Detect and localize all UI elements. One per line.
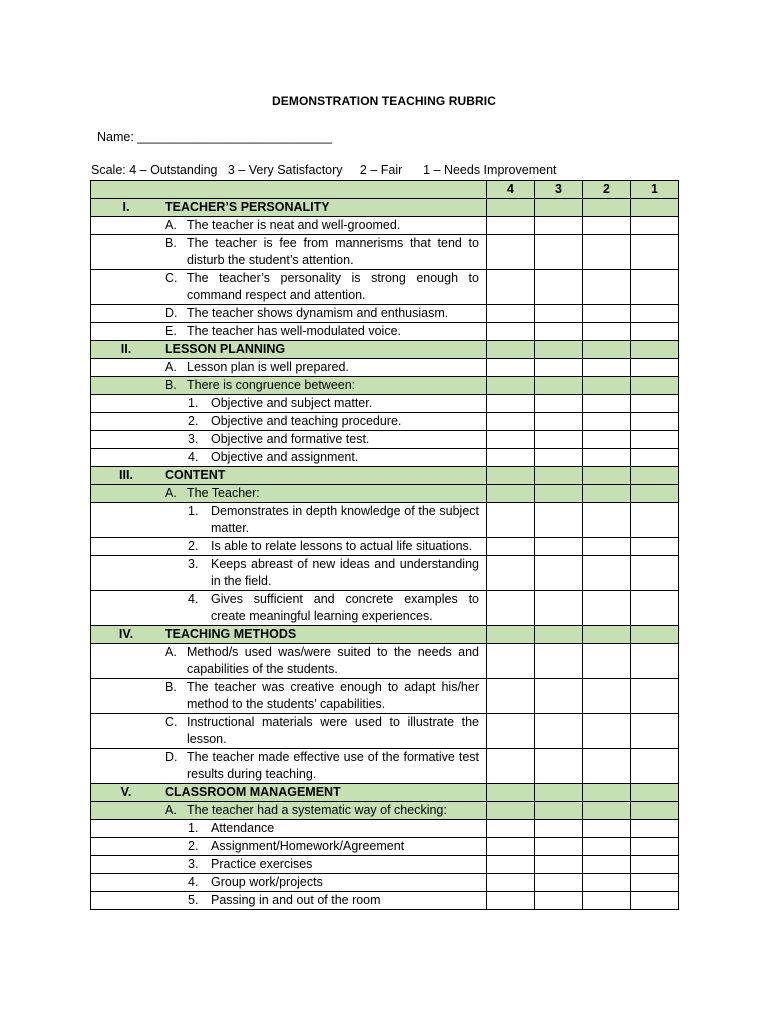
criterion: [188, 395, 479, 412]
section-header-cell: [91, 467, 487, 485]
score-cell[interactable]: [583, 413, 631, 431]
criterion-marker: D.: [165, 750, 178, 764]
criterion-text: There is congruence between:: [187, 378, 356, 392]
score-cell[interactable]: [583, 395, 631, 413]
criterion-cell: [91, 359, 487, 377]
criterion-cell: [91, 749, 487, 784]
criterion-marker: 2.: [188, 839, 199, 853]
score-cell[interactable]: [583, 749, 631, 784]
rubric-subitem-row: [91, 874, 679, 892]
rubric-subitem-row: [91, 503, 679, 538]
score-cell[interactable]: [535, 838, 583, 856]
criterion: [188, 874, 479, 891]
score-cell[interactable]: [535, 485, 583, 503]
score-cell[interactable]: [631, 784, 679, 802]
score-cell[interactable]: [487, 538, 535, 556]
criterion-cell: [91, 874, 487, 892]
criterion-marker: 1.: [188, 396, 199, 410]
rubric-subitem-row: [91, 431, 679, 449]
score-cell[interactable]: [535, 802, 583, 820]
criterion-cell: [91, 644, 487, 679]
criterion: [188, 503, 479, 537]
score-cell[interactable]: [631, 838, 679, 856]
criterion-text: Objective and assignment.: [211, 450, 359, 464]
criterion-text: Lesson plan is well prepared.: [187, 360, 349, 374]
section-numeral: V.: [120, 785, 132, 799]
score-cell[interactable]: [583, 644, 631, 679]
score-cell[interactable]: [487, 377, 535, 395]
score-cell[interactable]: [631, 874, 679, 892]
criterion: [165, 749, 479, 783]
section-title: TEACHING METHODS: [165, 627, 297, 641]
criterion-cell: [91, 485, 487, 503]
criterion-marker: 4.: [188, 875, 199, 889]
score-cell[interactable]: [487, 856, 535, 874]
score-cell[interactable]: [583, 626, 631, 644]
score-cell[interactable]: [487, 359, 535, 377]
score-cell[interactable]: [535, 395, 583, 413]
score-cell[interactable]: [535, 270, 583, 305]
criterion-text: Attendance: [211, 821, 275, 835]
rubric-item-row: [91, 679, 679, 714]
score-cell[interactable]: [583, 377, 631, 395]
rubric-subitem-row: [91, 820, 679, 838]
score-cell[interactable]: [631, 323, 679, 341]
criterion-cell: [91, 892, 487, 910]
rubric-item-row: [91, 802, 679, 820]
score-cell[interactable]: [487, 714, 535, 749]
score-cell[interactable]: [535, 359, 583, 377]
section-header-cell: [91, 784, 487, 802]
criterion-cell: [91, 591, 487, 626]
criterion: [188, 538, 479, 555]
score-cell[interactable]: [487, 395, 535, 413]
score-header-2: 2: [583, 181, 631, 199]
score-cell[interactable]: [535, 556, 583, 591]
score-header-row: [91, 181, 679, 199]
criterion: [188, 820, 479, 837]
criterion: [188, 856, 479, 873]
score-cell[interactable]: [583, 199, 631, 217]
section-numeral: IV.: [118, 627, 134, 641]
score-cell[interactable]: [631, 485, 679, 503]
section-header-cell: [91, 199, 487, 217]
criterion-text: The teacher is fee from mannerisms that tend to disturb the student’s attention.: [187, 236, 479, 267]
criterion-cell: [91, 820, 487, 838]
score-cell[interactable]: [535, 199, 583, 217]
criterion-text: Method/s used was/were suited to the needs and capabilities of the students.: [187, 645, 479, 676]
criterion-marker: A.: [165, 645, 177, 659]
criterion-cell: [91, 679, 487, 714]
score-cell[interactable]: [535, 784, 583, 802]
criterion-text: Assignment/Homework/Agreement: [211, 839, 405, 853]
score-cell[interactable]: [487, 467, 535, 485]
score-cell[interactable]: [487, 413, 535, 431]
criterion-text: Demonstrates in depth knowledge of the subject matter.: [211, 504, 479, 535]
score-cell[interactable]: [631, 449, 679, 467]
score-cell[interactable]: [583, 341, 631, 359]
criterion-marker: B.: [165, 236, 177, 250]
score-cell[interactable]: [631, 892, 679, 910]
criterion: [165, 323, 479, 340]
criterion: [165, 679, 479, 713]
score-cell[interactable]: [631, 235, 679, 270]
rubric-subitem-row: [91, 591, 679, 626]
score-cell[interactable]: [487, 556, 535, 591]
score-cell[interactable]: [583, 784, 631, 802]
criterion-text: The Teacher:: [187, 486, 260, 500]
criterion-text: Is able to relate lessons to actual life situations.: [211, 539, 473, 553]
score-cell[interactable]: [487, 431, 535, 449]
criterion-text: Keeps abreast of new ideas and understanding in the field.: [211, 557, 479, 588]
criterion-marker: E.: [165, 324, 177, 338]
score-cell[interactable]: [487, 270, 535, 305]
criterion: [188, 413, 479, 430]
criterion: [165, 305, 479, 322]
rubric-table: [90, 180, 679, 910]
criterion-cell: [91, 235, 487, 270]
section-header-row: [91, 341, 679, 359]
rubric-item-row: [91, 485, 679, 503]
rubric-subitem-row: [91, 395, 679, 413]
score-cell[interactable]: [583, 802, 631, 820]
criterion-marker: A.: [165, 486, 177, 500]
score-cell[interactable]: [631, 431, 679, 449]
score-cell[interactable]: [583, 874, 631, 892]
score-cell[interactable]: [631, 341, 679, 359]
score-cell[interactable]: [631, 679, 679, 714]
score-cell[interactable]: [631, 377, 679, 395]
criterion-text: Passing in and out of the room: [211, 893, 381, 907]
criterion: [188, 892, 479, 909]
score-cell[interactable]: [535, 591, 583, 626]
section-header-cell: [91, 341, 487, 359]
criterion-text: Group work/projects: [211, 875, 323, 889]
score-cell[interactable]: [631, 395, 679, 413]
score-cell[interactable]: [487, 591, 535, 626]
criterion: [165, 359, 479, 376]
criterion-text: The teacher made effective use of the formative test results during teaching.: [187, 750, 479, 781]
section-header-row: [91, 784, 679, 802]
score-cell[interactable]: [535, 856, 583, 874]
score-cell[interactable]: [583, 714, 631, 749]
score-cell[interactable]: [487, 341, 535, 359]
rubric-item-row: [91, 714, 679, 749]
criterion-cell: [91, 714, 487, 749]
criterion-cell: [91, 395, 487, 413]
criterion-cell: [91, 377, 487, 395]
score-cell[interactable]: [631, 749, 679, 784]
score-header-3: 3: [535, 181, 583, 199]
criterion: [165, 714, 479, 748]
score-cell[interactable]: [631, 714, 679, 749]
criterion: [165, 644, 479, 678]
rubric-item-row: [91, 749, 679, 784]
criterion-text: The teacher shows dynamism and enthusiasm.: [187, 306, 449, 320]
criterion-cell: [91, 305, 487, 323]
criterion: [188, 838, 479, 855]
score-cell[interactable]: [535, 217, 583, 235]
scale-legend: Scale: 4 – Outstanding 3 – Very Satisfactory 2 – Fair 1 – Needs Improvement: [91, 163, 557, 177]
score-cell[interactable]: [631, 359, 679, 377]
rubric-item-row: [91, 644, 679, 679]
criterion-marker: 3.: [188, 432, 199, 446]
score-cell[interactable]: [487, 874, 535, 892]
score-cell[interactable]: [487, 485, 535, 503]
section-header-row: [91, 626, 679, 644]
name-field-label: Name: ____________________________: [97, 130, 332, 144]
criterion-cell: [91, 802, 487, 820]
section-title: LESSON PLANNING: [165, 342, 286, 356]
criterion-marker: D.: [165, 306, 178, 320]
score-cell[interactable]: [535, 892, 583, 910]
criterion-text: Objective and subject matter.: [211, 396, 373, 410]
criteria-header-cell: [91, 181, 487, 199]
section-title: CLASSROOM MANAGEMENT: [165, 785, 341, 799]
score-cell[interactable]: [535, 305, 583, 323]
score-cell[interactable]: [631, 556, 679, 591]
score-cell[interactable]: [487, 820, 535, 838]
criterion-marker: 1.: [188, 504, 199, 518]
document-title: DEMONSTRATION TEACHING RUBRIC: [271, 94, 496, 108]
score-cell[interactable]: [583, 359, 631, 377]
rubric-subitem-row: [91, 413, 679, 431]
rubric-item-row: [91, 377, 679, 395]
criterion-text: The teacher was creative enough to adapt his/her method to the students’ capabilities.: [187, 680, 479, 711]
score-cell[interactable]: [583, 305, 631, 323]
score-cell[interactable]: [487, 892, 535, 910]
score-cell[interactable]: [631, 199, 679, 217]
criterion-cell: [91, 413, 487, 431]
score-cell[interactable]: [535, 377, 583, 395]
rubric-item-row: [91, 359, 679, 377]
score-cell[interactable]: [487, 644, 535, 679]
criterion-marker: B.: [165, 378, 177, 392]
score-cell[interactable]: [487, 305, 535, 323]
criterion-cell: [91, 217, 487, 235]
score-cell[interactable]: [583, 538, 631, 556]
criterion-marker: 2.: [188, 414, 199, 428]
score-cell[interactable]: [535, 626, 583, 644]
criterion-marker: B.: [165, 680, 177, 694]
criterion: [165, 217, 479, 234]
score-cell[interactable]: [583, 503, 631, 538]
score-cell[interactable]: [487, 235, 535, 270]
score-cell[interactable]: [535, 341, 583, 359]
rubric-subitem-row: [91, 556, 679, 591]
score-header-1: 1: [631, 181, 679, 199]
score-cell[interactable]: [535, 235, 583, 270]
rubric-subitem-row: [91, 538, 679, 556]
criterion-marker: 3.: [188, 557, 199, 571]
score-cell[interactable]: [583, 856, 631, 874]
section-numeral: I.: [122, 200, 130, 214]
score-cell[interactable]: [535, 679, 583, 714]
score-cell[interactable]: [535, 820, 583, 838]
criterion-text: The teacher is neat and well-groomed.: [187, 218, 401, 232]
criterion-cell: [91, 431, 487, 449]
score-cell[interactable]: [631, 538, 679, 556]
criterion-text: The teacher’s personality is strong enough to command respect and attention.: [187, 271, 479, 302]
rubric-item-row: [91, 270, 679, 305]
score-cell[interactable]: [487, 626, 535, 644]
score-cell[interactable]: [631, 856, 679, 874]
score-cell[interactable]: [583, 217, 631, 235]
section-numeral: III.: [119, 468, 133, 482]
criterion-marker: C.: [165, 715, 178, 729]
criterion-marker: 2.: [188, 539, 199, 553]
score-cell[interactable]: [583, 323, 631, 341]
score-cell[interactable]: [487, 802, 535, 820]
section-header-cell: [91, 626, 487, 644]
criterion-marker: A.: [165, 218, 177, 232]
criterion-cell: [91, 449, 487, 467]
score-cell[interactable]: [631, 503, 679, 538]
criterion-marker: A.: [165, 803, 177, 817]
criterion-text: The teacher has well-modulated voice.: [187, 324, 402, 338]
score-cell[interactable]: [583, 591, 631, 626]
criterion-text: Objective and formative test.: [211, 432, 370, 446]
criterion-cell: [91, 556, 487, 591]
score-cell[interactable]: [535, 431, 583, 449]
score-cell[interactable]: [535, 749, 583, 784]
score-cell[interactable]: [487, 679, 535, 714]
section-header-row: [91, 467, 679, 485]
section-title: CONTENT: [165, 468, 226, 482]
section-numeral: II.: [120, 342, 132, 356]
rubric-item-row: [91, 235, 679, 270]
score-cell[interactable]: [583, 556, 631, 591]
criterion: [165, 270, 479, 304]
rubric-subitem-row: [91, 856, 679, 874]
criterion-marker: C.: [165, 271, 178, 285]
criterion-marker: 4.: [188, 592, 199, 606]
criterion: [165, 377, 479, 394]
score-cell[interactable]: [487, 838, 535, 856]
criterion-text: Gives sufficient and concrete examples to create meaningful learning experiences.: [211, 592, 479, 623]
criterion-text: Objective and teaching procedure.: [211, 414, 402, 428]
criterion: [165, 235, 479, 269]
criterion-marker: A.: [165, 360, 177, 374]
criterion-cell: [91, 270, 487, 305]
criterion-text: Practice exercises: [211, 857, 313, 871]
score-cell[interactable]: [535, 503, 583, 538]
score-cell[interactable]: [631, 305, 679, 323]
criterion: [188, 449, 479, 466]
rubric-subitem-row: [91, 838, 679, 856]
score-cell[interactable]: [487, 199, 535, 217]
score-cell[interactable]: [583, 820, 631, 838]
score-cell[interactable]: [631, 467, 679, 485]
score-header-4: 4: [487, 181, 535, 199]
criterion-marker: 1.: [188, 821, 199, 835]
score-cell[interactable]: [487, 784, 535, 802]
criterion: [165, 485, 479, 502]
criterion: [188, 431, 479, 448]
criterion-cell: [91, 538, 487, 556]
rubric-item-row: [91, 305, 679, 323]
criterion-cell: [91, 503, 487, 538]
score-cell[interactable]: [631, 626, 679, 644]
rubric-subitem-row: [91, 449, 679, 467]
score-cell[interactable]: [583, 467, 631, 485]
score-cell[interactable]: [583, 431, 631, 449]
score-cell[interactable]: [535, 644, 583, 679]
section-title: TEACHER’S PERSONALITY: [165, 200, 330, 214]
score-cell[interactable]: [487, 503, 535, 538]
criterion: [188, 591, 479, 625]
rubric-item-row: [91, 323, 679, 341]
score-cell[interactable]: [631, 644, 679, 679]
score-cell[interactable]: [487, 217, 535, 235]
score-cell[interactable]: [583, 235, 631, 270]
criterion: [165, 802, 479, 819]
score-cell[interactable]: [535, 538, 583, 556]
score-cell[interactable]: [583, 679, 631, 714]
score-cell[interactable]: [583, 485, 631, 503]
score-cell[interactable]: [631, 413, 679, 431]
score-cell[interactable]: [487, 749, 535, 784]
score-cell[interactable]: [583, 892, 631, 910]
score-cell[interactable]: [631, 802, 679, 820]
score-cell[interactable]: [535, 874, 583, 892]
score-cell[interactable]: [535, 323, 583, 341]
score-cell[interactable]: [631, 820, 679, 838]
score-cell[interactable]: [583, 270, 631, 305]
criterion-marker: 4.: [188, 450, 199, 464]
score-cell[interactable]: [535, 714, 583, 749]
score-cell[interactable]: [631, 270, 679, 305]
criterion-text: Instructional materials were used to illustrate the lesson.: [187, 715, 479, 746]
score-cell[interactable]: [535, 467, 583, 485]
criterion-cell: [91, 838, 487, 856]
score-cell[interactable]: [535, 413, 583, 431]
criterion: [188, 556, 479, 590]
rubric-subitem-row: [91, 892, 679, 910]
rubric-item-row: [91, 217, 679, 235]
score-cell[interactable]: [487, 449, 535, 467]
criterion-marker: 3.: [188, 857, 199, 871]
score-cell[interactable]: [487, 323, 535, 341]
score-cell[interactable]: [583, 449, 631, 467]
score-cell[interactable]: [631, 217, 679, 235]
criterion-marker: 5.: [188, 893, 199, 907]
section-header-row: [91, 199, 679, 217]
criterion-cell: [91, 856, 487, 874]
score-cell[interactable]: [631, 591, 679, 626]
criterion-cell: [91, 323, 487, 341]
score-cell[interactable]: [535, 449, 583, 467]
criterion-text: The teacher had a systematic way of checking:: [187, 803, 447, 817]
score-cell[interactable]: [583, 838, 631, 856]
